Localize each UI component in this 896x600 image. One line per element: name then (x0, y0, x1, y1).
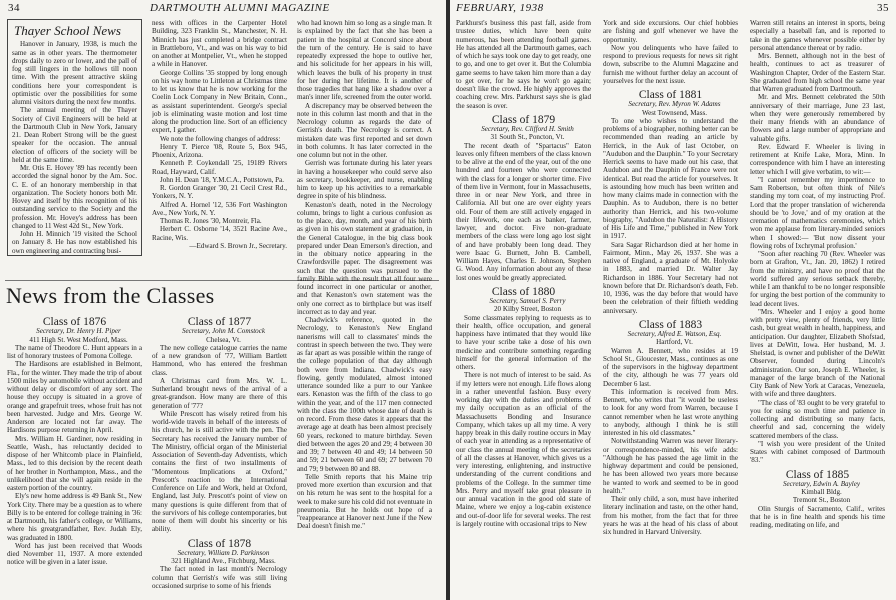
paragraph: We note the following changes of address: (160, 134, 281, 143)
class-1881-address: West Townsend, Mass. (641, 108, 707, 117)
paragraph: ness with offices in the Carpenter Hotel Building, 323 Franklin St., Manchester, N. H. Minnich has just completed a bridge contract in Brattleboro, Vt., and was on his way to bid on another at Montpelier, Vt., when he stopped a while in Hanover. (152, 19, 287, 69)
paragraph: The Hardisons are established in Belmont, Fla., for the winter. They made the trip of about 1500 miles by automobile without accident and without delay or discomfort of any sort. The house they occupy is situated in a grove of orange and grapefruit trees, whose fruit has not been harvested. Judge and Mrs. George W. Anderson are located not far away. The Hardisons purpose returning in April. (7, 360, 142, 435)
class-1878-heading: Class of 1878 (187, 537, 252, 550)
paragraph: Mrs. William H. Gardiner, now residing in Seattle, Wash., has reluctantly decided to dispose of her Whitcomb place in Plainfield, Mass., led to this decision by the recent death of her brother in Northampton, Mass., and the unlikelihood that she will again reside in the eastern portion of the country. (7, 434, 142, 492)
class-1877-secretary: Secretary, John M. Comstock (181, 327, 266, 336)
class-1885-secretary: Secretary, Edwin A. Bayley (782, 479, 861, 488)
paragraph: Warren still retains an interest in sports, being especially a baseball fan, and is reported to take in the games whenever possible either by personal attendance thereat or by radio. (750, 19, 885, 52)
class-1879-address: 31 South St., Poncton, Vt. (490, 133, 565, 142)
paragraph: The name of Theodore C. Hunt appears in a list of honorary trustees of Pomona College. (7, 343, 142, 360)
paragraph: Word has just been received that Woods died November 11, 1937. A more extended notice will be given in a later issue. (7, 541, 142, 567)
class-1879-heading: Class of 1879 (491, 113, 556, 126)
paragraph: Rev. Edward F. Wheeler is living in retirement at Knife Lake, Mora, Minn. In correspondence with him I have an interesting letter which I will give verbatim, to wit:— (750, 142, 885, 176)
paragraph: Olin Sturgis of Sacramento, Calif., writes that he is in fine health and spends his time reading, meditating on life, and (750, 504, 885, 529)
class-1876-column (7, 312, 142, 600)
paragraph: Some classmates replying to requests as to their health, office occupation, and general happiness have intimated that they would like to have your scribe take a dose of his own medicine and contribute something regarding himself for the general information of the others. (456, 313, 591, 371)
paragraph: To one who wishes to understand the problems of a biographer, nothing better can be recommended than reading an article by Herrick, in the Auk of last October, on "Audubon and the Dauphin." To your Secretary Herrick seems to have made out his case, that Audubon and the Dauphin of France were not identical. But read the article for yourselves. It is astounding how much has been written and how many claims made in connection with the Dauphin. As to Audubon, there is no better authority than Herrick, and his two-volume biography, "Audubon the Naturalist: A History of His Life and Time," published in New York in 1917. (603, 116, 738, 241)
class-1877-column (152, 312, 287, 600)
paragraph: The new college catalogue carries the name of a new grandson of '77, William Bartlett Hammond, who has entered the freshman class. (152, 343, 287, 377)
class-1883-address: Hartford, Vt. (656, 338, 693, 347)
class-1876-heading: Class of 1876 (42, 316, 107, 328)
paragraph: Hanover in January, 1938, is much the same as in other years. The thermometer drops daily to zero or lower, and the pall of fog still lingers in the hollows till noon time. With the present attractive skiing conditions here your correspondent is optimistic over the possibilities for some alumni visitors during the next few months. (12, 40, 137, 106)
class-1885-address-line-2: Tremont St., Boston (792, 496, 851, 505)
class-1876-secretary: Secretary, Dr. Henry H. Piper (36, 327, 121, 336)
paragraph: George Collins '35 stopped by long enough on his way home to Littleton at Christmas time to let us know that he is now working for the Coelin Lock Company in New Britain, Conn., as assistant superintendent. George's special job is eliminating waste motion and lost time along the production line. Sort of an efficiency expert, I gather. (152, 68, 287, 135)
paragraph: This information is received from Mrs. Bennett, who writes that "it would be useless to look for any word from Warren, because I cannot remember when he last wrote anything to anybody, although I think he is still interested in his old classmates." (603, 387, 738, 437)
paragraph: Their only child, a son, must have inherited literary inclination and taste, on the other hand, from his mother, from the fact that for three years he was at the head of his class of about six hundred in Harvard University. (603, 495, 738, 536)
running-title-right: FEBRUARY, 1938 (456, 2, 544, 14)
paragraph: Sara Sagar Richardson died at her home in Fairmont, Minn., May 26, 1937. She was a native of England, a graduate of Mt. Holyoke in 1883, and married Dr. Walter Jay Richardson in 1886. Your Secretary had not known before that Dr. Richardson's death, Feb. 10, 1936, was the day before that would have been the celebration of their fiftieth wedding anniversary. (603, 240, 738, 315)
class-1879-secretary: Secretary, Rev. Clifford H. Smith (481, 125, 574, 133)
running-title-left: DARTMOUTH ALUMNI MAGAZINE (150, 2, 330, 14)
paragraph: Warren A. Bennett, who resides at 19 School St., Gloucester, Mass., continues as one of the supervisors in the highway department of the city, although he was 77 years old December 6 last. (603, 346, 738, 388)
page-number-left: 34 (8, 2, 20, 14)
thayer-title: Thayer School News (14, 23, 121, 38)
paragraph: Kenaston's death, noted in the Necrology column, brings to light a curious confusion as to the place, day, month, and year of his birth as given in his own statement at graduation, in the General Catalogue, in the big class book prepared under Dean Emerson's direction, and in the obituary notice appearing in the Crawfordsville paper. The disagreement was such that the question was pursued to the family Bible with the result that all four were found incorrect in one particular or another, and that Kenaston's own statement was the only one correct as to birthplace but was itself incorrect as to day and year. (297, 200, 432, 316)
thayer-signature: —Edward S. Brown Jr., Secretary. (189, 241, 287, 250)
class-1880-secretary: Secretary, Samuel S. Perry (489, 297, 566, 305)
paragraph: Mr. and Mrs. Bennett celebrated the 50th anniversary of their marriage, June 23 last, when they were generously remembered by their many friends with an abundance of flowers and a large number of appropriate and valuable gifts. (750, 93, 885, 143)
class-1880-address: 20 Kilby Street, Boston (494, 305, 561, 314)
address-change: Herbert C. Osborne '14, 3521 Racine Ave., Racine, Wis. (152, 225, 287, 242)
right-page (450, 0, 896, 600)
class-1878-continued-column (297, 19, 432, 600)
class-1881-heading: Class of 1881 (638, 89, 703, 101)
paragraph: Mr. Otis E. Hovey '89 has recently been accorded the signal honor by the Am. Soc. C. E. of an honorary membership in that organization. The Society honors both Mr. Hovey and itself by this recognition of his outstanding service to the Society and the profession. Mr. Hovey's address has been changed to 11 West 42d St., New York. (12, 164, 137, 230)
address-change: Thomas R. Jones '30, Montreir, Fla. (160, 217, 262, 225)
class-1879-1880-column (456, 19, 591, 600)
class-1877-address: Chelsea, Vt. (206, 335, 241, 344)
class-1883-heading: Class of 1883 (638, 318, 703, 331)
paragraph: The recent death of "Spartacus" Eaton leaves only fifteen members of the class known to be alive at the end of the year, out of the one hundred and fourteen who were connected with the class for a longer or shorter time. Five of them live in Vermont, four in Massachusetts, three in or near New York, and three in California. All but one are over eighty years old. Four of them are still actively engaged in their lifework, one each as banker, farmer, lawyer, and doctor. Five non-graduate members of the class were long ago lost sight of and have probably been long dead. They were Isaac G. Burnett, John B. Cambell, William Hayes, Charles E. Johnson, Stephen G. Wood. Any information about any of these lost ones would be greatly appreciated. (456, 141, 591, 282)
address-change: Alfred A. Hornel '12, 536 Fort Washington Ave., New York, N. Y. (152, 200, 287, 217)
thayer-continued-column (152, 19, 287, 281)
paragraph: Chadwick's reference, quoted in the Necrology, to Kenaston's New England nanerisms will call to classmates' minds the contrast in speech between the two. They were as far apart as was possible within the range of the college population of that day although both were from Indiana. Chadwick's easy flowing, gently modulated, almost intoned utterance sounded like a purr to our Yankee ears. Kenaston was the fifth of the class to go within the year, and of the 117 men connected with the class the 100th whose date of death is on record. From these dates it appears that the average age at death has been almost precisely 60 years, reckoned to mature birthday. Seven died between the ages 20 and 29; 4 between 30 and 39; 7 between 40 and 49; 14 between 50 and 59; 21 between 60 and 69; 27 between 70 and 79; 9 between 80 and 88. (297, 316, 432, 473)
class-1885-heading: Class of 1885 (785, 468, 850, 481)
page-number-right: 35 (877, 2, 889, 14)
paragraph: Ely's new home address is 49 Bank St., New York City. There may be a question as to where Billy is to be entered for college training in '36: at Dartmouth, his father's college, or Williams, where his greatgrandfather, Rev. Judah Ely, was graduated in 1800. (7, 492, 142, 542)
news-from-the-classes-heading: News from the Classes (6, 283, 215, 308)
class-1880-heading: Class of 1880 (491, 285, 556, 298)
paragraph: York and side excursions. Our chief hobbies are fishing and golf whenever we have the opportunity. (603, 19, 738, 44)
paragraph: A Christmas card from Mrs. W. L. Sutherland brought news of the arrival of a great-grandson. How many are there of this generation of '77? (152, 376, 287, 410)
paragraph: "I cannot remember my impertinence to Sam Robertson, but often think of Nile's standing my torn coat, of my instructing Prof. Lord that the proper translation of wicherenda should be 'to Jove,' and of my oration at the cremation of mathematics ceremonies, which won me applause from literary-minded seniors when I showed:— 'But now dissent your flowing robs of Ixchrymal profusion.' (750, 175, 885, 250)
class-1881-1883-column (603, 19, 738, 600)
class-1878-address: 321 Highland Ave., Fitchburg, Mass. (171, 557, 276, 565)
paragraph: The fact noted in last month's Necrology column that Gerrish's wife was still living occasioned surprise to some of his friends (152, 565, 287, 590)
thayer-school-news-box (7, 19, 142, 256)
paragraph: Parkhurst's business this past fall, aside from trustee duties, which have been quite numerous, has been attending football games. He has attended all the Dartmouth games, each of which he says took one day to get ready, one to go, and one to get over it. But the Columbia game seems to have taken him more than a day to get over, for he says he won't go again; doesn't like the crowd. He highly approves the coaching crew. Mrs. Parkhurst says she is glad the season is over. (456, 19, 591, 110)
class-1876-address: 411 High St. West Medford, Mass. (29, 335, 128, 344)
paragraph: "I wish you were president of the United States with cabinet composed of Dartmouth '83." (750, 439, 885, 465)
thayer-column (7, 19, 142, 281)
paragraph: A discrepancy may be observed between the note in this column last month and that in the Necrology column as regards the date of Gerrish's death. The Necrology is correct. A mistaken date was first reported and set down in both columns. It has later corrected in the one column but not in the other. (297, 101, 432, 159)
class-1883-continued-column (750, 19, 885, 600)
address-change: John H. Dean '18, Y.M.C.A., Pottstown, Pa. (160, 175, 285, 184)
class-1885-address-line-1: Kimball Bldg. (801, 488, 842, 496)
class-1878-secretary: Secretary, William D. Parkinson (177, 548, 270, 557)
address-change: R. Gordon Granger '30, 21 Cecil Crest Rd., Yonkers, N. Y. (152, 184, 287, 201)
paragraph: "The class of '83 ought to be very grateful to you for using so much time and patience in collecting and distributing so many facts, cheerful and sad, concerning the widely scattered members of the class. (750, 398, 885, 440)
paragraph: "Mrs. Wheeler and I enjoy a good home with pretty view, plenty of friends, very little cash, but great wealth in health, happiness, and anticipation. Our daughter, Elizabeth Shofstad, lives at DeWitt, Iowa. Her husband, M. J. Shelstad, is owner and publisher of the DeWitt Observer, founded during Lincoln's administration. Our son, Joseph E. Wheeler, is manager of the large branch of the National City Bank of New York at Caracas, Venezuela, with wife and three daughters. (750, 307, 885, 399)
paragraph: Telle Smith reports that his Maine trip proved more exertion than excursion and that on his return he was sent to the hospital for a week to make sure his cold did not eventuate in pneumonia. But he holds out hope of a "reappearance at Hanover next June if the New Deal doesn't finish me." (297, 472, 432, 531)
paragraph: who had known him so long as a single man. It is explained by the fact that she has been a patient in the hospital at Concord since about the turn of the century. He is said to have repeatedly expressed the hope to outlive her, and his solicitude for her appears in his will, which leaves the bulk of his property in trust for her during her lifetime. It is another of those tragedies that hang like a shadow over a man's inner life, screened from the outer world. (297, 19, 432, 102)
paragraph: "Soon after reaching 70 (Rev. Wheeler was born at Grafton, Vt., Jan. 20, 1862) I retired from the ministry, and have no proof that the world suffered any serious setback thereby, while I am thankful to be no longer responsible for urging the best portion of the community to lead decent lives. (750, 250, 885, 308)
paragraph: John H. Minnich '19 visited the School on January 8. He has now established his own engineering and contracting busi- (12, 230, 137, 255)
address-change: Henry T. Pierce '08, Route 5, Box 945, Phoenix, Arizona. (152, 142, 287, 159)
paragraph: Notwithstanding Warren was never literary- or correspondence-minded, his wife adds: "Although he has passed the age limit in the highway department and could be pensioned, he has been allowed two years more because he wanted to work and seemed to be in good health." (603, 437, 738, 495)
class-1877-heading: Class of 1877 (187, 316, 252, 328)
paragraph: While Prescott has wisely retired from his world-wide travels in behalf of the interests of his church, he is still active with the pen. The Secretary has received the January number of The Ministry, official organ of the Ministerial Association of Seventh-day Adventists, which contains the first of two installments of "Momentous Implications at Oxford," Prescott's reaction to the International Conference on Life and Work, held at Oxford, England, last July. Prescott's point of view on many questions is quite different from that of the survivors of his college contemporaries, but none of them will doubt his sincerity or his ability. (152, 409, 287, 534)
class-1883-secretary: Secretary, Alfred E. Watson, Esq. (627, 330, 722, 338)
paragraph: Mrs. Bennett, although not in the best of health, continues to act as treasurer of Washington Chapter, Order of the Eastern Star. She graduated from high school the same year that Warren graduated from Dartmouth. (750, 52, 885, 93)
paragraph: Now you delinquents who have failed to respond to previous requests for news sit right down, subscribe to the Alumni Magazine and furnish me without further delay an account of yourselves for the next issue. (603, 43, 738, 85)
left-page (0, 0, 446, 600)
address-change: Kenneth P. Coykendall '25, 19189 Rivers Road, Hayward, Calif. (152, 159, 287, 176)
paragraph: The annual meeting of the Thayer Society of Civil Engineers will be held at the Dartmouth Club in New York, January 21. Dean Robert Strong will be the guest speaker for the occasion. The annual election of officers of the society will be held at the same time. (12, 106, 137, 164)
class-1881-secretary: Secretary, Rev. Myron W. Adams (628, 100, 721, 109)
paragraph: There is not much of interest to be said. As if my letters were not enough. Life flows along in a rather uneventful fashion. Busy every working day with the duties and problems of my daily occupation as an official of the Massachusetts Bonding and Insurance Company, which takes up all my time. A very happy break in this daily routine occurs in May of each year in attending as a representative of our class the annual meeting of the secretaries of all the classes at Hanover, which gives us a very interesting, enlightening, and instructive understanding of the current conditions and problems of the College. In the summer time Mrs. Perry and myself take great pleasure in our annual vacation in the good old state of Maine, where we enjoy a log-cabin existence and out-of-door life for several weeks. The rest is largely routine with occasional trips to New (456, 371, 591, 528)
paragraph: Gerrish was fortunate during his later years in having a housekeeper who could serve also as secretary, bookkeeper, and nurse, enabling him to keep up his activities to a remarkable degree in spite of his blindness. (297, 159, 432, 201)
